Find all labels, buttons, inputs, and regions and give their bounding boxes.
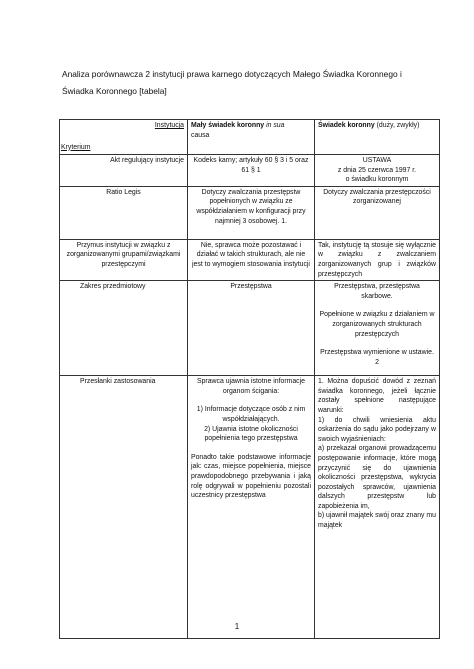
table-row <box>60 239 440 280</box>
akt-ustawa: USTAWA <box>362 157 392 164</box>
row-label-przeslanki: Przesłanki zastosowania <box>60 376 188 639</box>
header-col-maly <box>188 120 315 155</box>
header-corner-cell <box>60 120 188 155</box>
page-number: 1 <box>234 622 240 631</box>
header-swiadek-rest: (duży, zwykły) <box>376 122 420 129</box>
zakres-p2: Popełnione w związku z działaniem w zorganizowanych strukturach przestępczych <box>319 311 435 338</box>
przes-maly-p2: 1) Informacje dotyczące osób z nim współdziałających. <box>196 406 306 423</box>
zakres-swiadek-cell <box>315 281 440 376</box>
przes-swiadek-p4: b) ujawnił majątek swój oraz znany mu majątek <box>318 512 436 530</box>
comparison-table <box>59 119 440 639</box>
ratio-maly-cell: Dotyczy zwalczania przestępstw popełnionych w związku ze współdziałaniem w konfiguracji przy najmniej 3 osobowej. 1. <box>188 186 315 239</box>
zakres-p1: Przestępstwa, przestępstwa skarbowe. <box>334 283 420 300</box>
title-line-1: Analiza porównawcza 2 instytucji prawa karnego dotyczących Małego Świadka Koronnego i <box>62 69 402 79</box>
przymus-maly-cell: Nie, sprawca może pozostawać i działać w takich strukturach, ale nie jest to wymogiem stosowania instytucji <box>188 239 315 280</box>
akt-swiadek-cell <box>315 155 440 187</box>
przes-maly-p4: Ponadto takie podstawowe informacje jak: czas, miejsce popełnienia, miejsce prawdopodobnego przebywania i jaką rolę odgrywali w popełnieniu pozostali uczestnicy przestępstwa <box>191 453 311 500</box>
row-label-ratio: Ratio Legis <box>60 186 188 239</box>
przes-swiadek-p3: a) przekazał organowi prowadzącemu postępowanie informacje, które mogą przyczynić się do ujawnienia okoliczności przestępstwa, wykrycia pozostałych sprawców, ujawnienia dalszych przestępstw lub zapobieżenia im, <box>318 445 436 510</box>
row-label-przymus: Przymus instytucji w związku z zorganizowanymi grupami/związkami przestępczymi <box>60 239 188 280</box>
header-maly-rest: causa <box>191 131 210 139</box>
header-col-swiadek <box>315 120 440 155</box>
akt-title: o świadku koronnym <box>345 176 409 184</box>
przymus-swiadek-cell: Tak, instytucję tą stosuje się wyłącznie w związku z zwalczaniem zorganizowanych grup i związków przestępczych <box>315 239 440 280</box>
row-label-zakres: Zakres przedmiotowy <box>60 281 188 376</box>
zakres-maly-cell: Przestępstwa <box>188 281 315 376</box>
document-title <box>62 66 442 100</box>
row-label-akt: Akt regulujący instytucje <box>60 155 188 187</box>
przeslanki-maly-cell <box>188 376 315 639</box>
table-row <box>60 281 440 376</box>
przes-swiadek-p2: 1) do chwili wniesienia aktu oskarżenia do sądu jako podejrzany w swoich wyjaśnieniach: <box>318 416 436 443</box>
table-row <box>60 155 440 187</box>
header-maly-italic: in sua <box>266 122 285 129</box>
table-header-row <box>60 120 440 155</box>
header-instytucja: Instytucja <box>154 122 184 129</box>
header-maly-bold: Mały świadek koronny <box>191 122 265 129</box>
przes-maly-p3: 2) Ujawnia istotne okoliczności popełnienia tego przestępstwa <box>204 425 298 443</box>
przes-swiadek-p1: 1. Można dopuścić dowód z zeznań świadka koronnego, jeżeli łącznie zostały spełnione następujące warunki: <box>318 378 436 414</box>
ratio-swiadek-cell: Dotyczy zwalczania przestępczości zorganizowanej <box>315 186 440 239</box>
przeslanki-swiadek-cell <box>315 376 440 639</box>
table-row <box>60 376 440 639</box>
title-line-2: Świadka Koronnego [tabela] <box>62 86 167 96</box>
przes-maly-p1: Sprawca ujawnia istotne informacje organom ścigania: <box>196 378 305 395</box>
akt-maly-cell: Kodeks karny; artykuły 60 § 3 i 5 oraz 61 § 1 <box>188 155 315 187</box>
akt-date: z dnia 25 czerwca 1997 r. <box>337 166 417 174</box>
zakres-p3: Przestępstwa wymienione w ustawie. 2 <box>320 349 434 366</box>
header-kryterium: Kryterium <box>61 143 91 151</box>
table-row <box>60 186 440 239</box>
header-swiadek-bold: Świadek koronny <box>318 122 375 129</box>
